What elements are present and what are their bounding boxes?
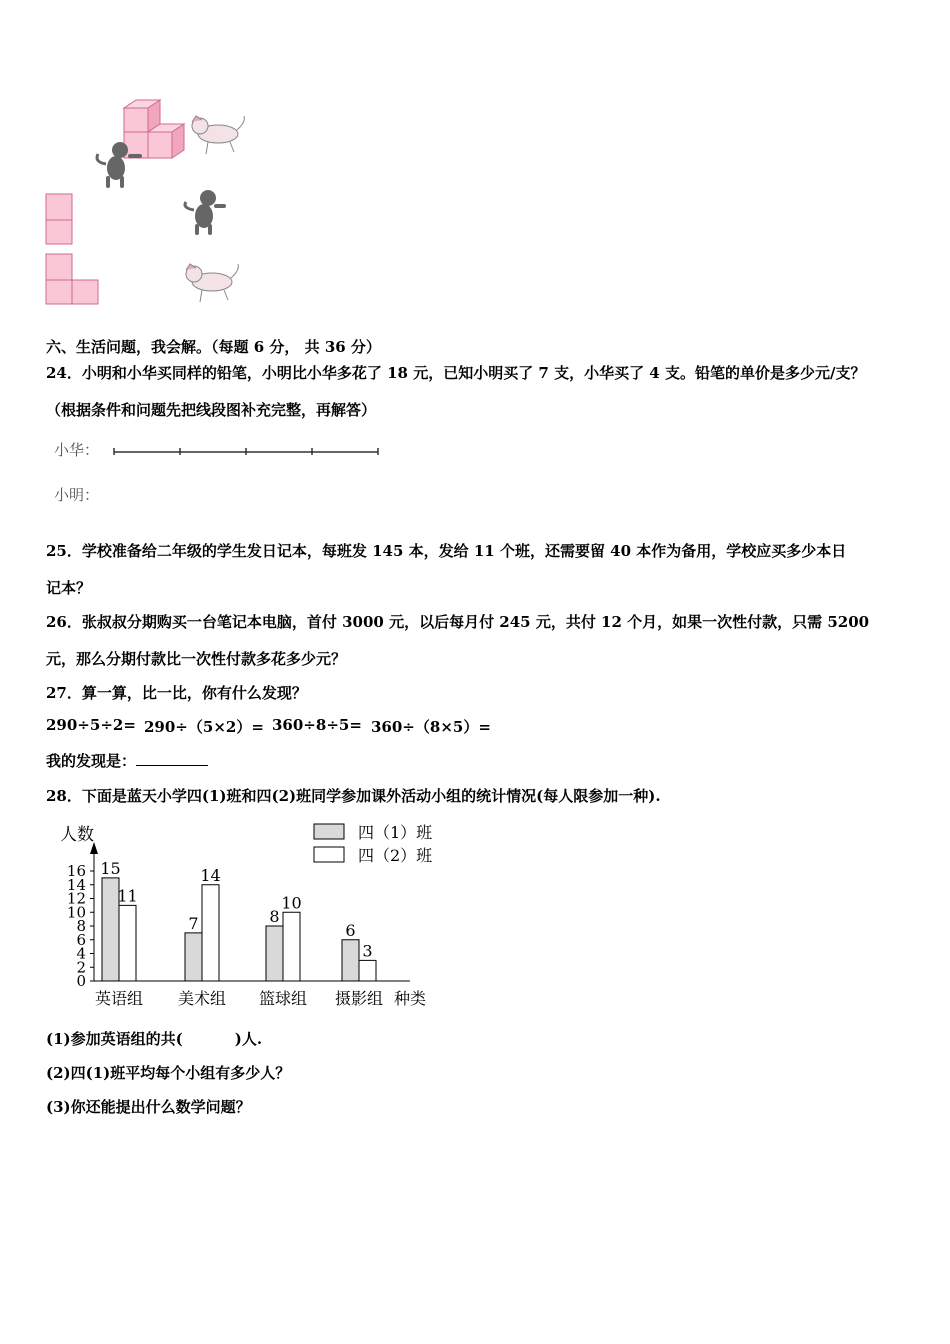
discovery-label: 我的发现是： bbox=[46, 752, 137, 770]
y-tick-label: 12 bbox=[66, 889, 86, 908]
dog-icon bbox=[192, 116, 244, 154]
chart-legend bbox=[314, 823, 432, 865]
label-xiaohua: 小华： bbox=[54, 441, 100, 459]
y-axis-label: 人数 bbox=[60, 825, 94, 845]
bar-class2 bbox=[202, 885, 219, 981]
segment-diagram-xiaohua bbox=[110, 442, 385, 458]
bar-value-label: 14 bbox=[200, 865, 221, 885]
question-26-line2: 元，那么分期付款比一次性付款多花多少元？ bbox=[46, 650, 347, 668]
view-two-stacked bbox=[46, 194, 72, 244]
section-title: 六、生活问题，我会解。（每题 6 分， 共 36 分） bbox=[46, 338, 381, 356]
question-25-line1: 25．学校准备给二年级的学生发日记本，每班发 145 本，发给 11 个班，还需要留 40 本作为备用，学校应买多少本日 bbox=[46, 542, 847, 560]
sub-question-3: (3)你还能提出什么数学问题？ bbox=[46, 1098, 251, 1116]
bar-value-label: 7 bbox=[188, 913, 199, 933]
sub-question-1-start: (1)参加英语组的共( bbox=[46, 1030, 183, 1048]
bar-class2 bbox=[283, 912, 300, 981]
bar-class2 bbox=[359, 960, 376, 981]
bar-value-label: 10 bbox=[281, 893, 302, 913]
cube-views-figure bbox=[40, 92, 260, 312]
category-label: 英语组 bbox=[94, 989, 144, 1008]
legend-swatch-class2 bbox=[314, 847, 344, 862]
bar-value-label: 8 bbox=[269, 907, 280, 926]
dog-icon bbox=[186, 264, 238, 302]
bar-class1 bbox=[342, 940, 359, 981]
question-24-text: 24．小明和小华买同样的铅笔，小明比小华多花了 18 元，已知小明买了 7 支，小华买了 4 支。铅笔的单价是多少元/支？ bbox=[46, 364, 866, 382]
category-label: 篮球组 bbox=[258, 989, 308, 1008]
discovery-answer-blank[interactable] bbox=[136, 751, 208, 766]
view-l-shape bbox=[46, 254, 98, 304]
y-tick-label: 6 bbox=[76, 930, 86, 949]
bar-value-label: 15 bbox=[100, 858, 121, 878]
x-axis-label: 种类 bbox=[394, 989, 427, 1008]
legend-label-class2: 四（2）班 bbox=[358, 846, 433, 865]
sub-question-1-end: )人. bbox=[234, 1030, 263, 1048]
expression-4: 360÷（8×5）= bbox=[371, 718, 491, 736]
expression-1: 290÷5÷2= bbox=[46, 716, 136, 734]
y-tick-label: 16 bbox=[66, 862, 86, 880]
expression-3: 360÷8÷5= bbox=[272, 716, 362, 734]
expression-2: 290÷（5×2）= bbox=[144, 718, 264, 736]
bar-value-label: 11 bbox=[117, 886, 138, 906]
legend-label-class1: 四（1）班 bbox=[358, 823, 433, 842]
y-tick-label: 0 bbox=[76, 972, 86, 990]
y-tick-label: 14 bbox=[66, 875, 86, 894]
question-28-text: 28．下面是蓝天小学四(1)班和四(2)班同学参加课外活动小组的统计情况(每人限参加一种). bbox=[46, 787, 661, 805]
sub-question-2: (2)四(1)班平均每个小组有多少人？ bbox=[46, 1064, 291, 1082]
question-24-hint: （根据条件和问题先把线段图补充完整，再解答） bbox=[46, 401, 377, 419]
bar-value-label: 3 bbox=[362, 941, 373, 961]
activity-bar-chart bbox=[44, 818, 454, 1014]
label-xiaoming: 小明： bbox=[54, 486, 100, 504]
bar-value-label: 6 bbox=[345, 920, 356, 940]
question-26-line1: 26．张叔叔分期购买一台笔记本电脑，首付 3000 元，以后每月付 245 元，共付 12 个月，如果一次性付款，只需 5200 bbox=[46, 613, 870, 631]
question-25-line2: 记本？ bbox=[46, 579, 92, 597]
y-tick-label: 8 bbox=[76, 917, 86, 935]
question-27-text: 27．算一算，比一比，你有什么发现？ bbox=[46, 684, 307, 702]
y-tick-label: 4 bbox=[76, 944, 86, 963]
y-tick-label: 2 bbox=[76, 958, 86, 977]
legend-swatch-class1 bbox=[314, 824, 344, 839]
category-label: 美术组 bbox=[177, 989, 227, 1008]
y-tick-label: 10 bbox=[66, 903, 86, 922]
bar-class2 bbox=[119, 905, 136, 981]
monkey-icon bbox=[185, 190, 226, 235]
bar-class1 bbox=[185, 933, 202, 981]
cube-stack-3d bbox=[124, 100, 184, 158]
category-label: 摄影组 bbox=[334, 989, 384, 1008]
bar-class1 bbox=[266, 926, 283, 981]
